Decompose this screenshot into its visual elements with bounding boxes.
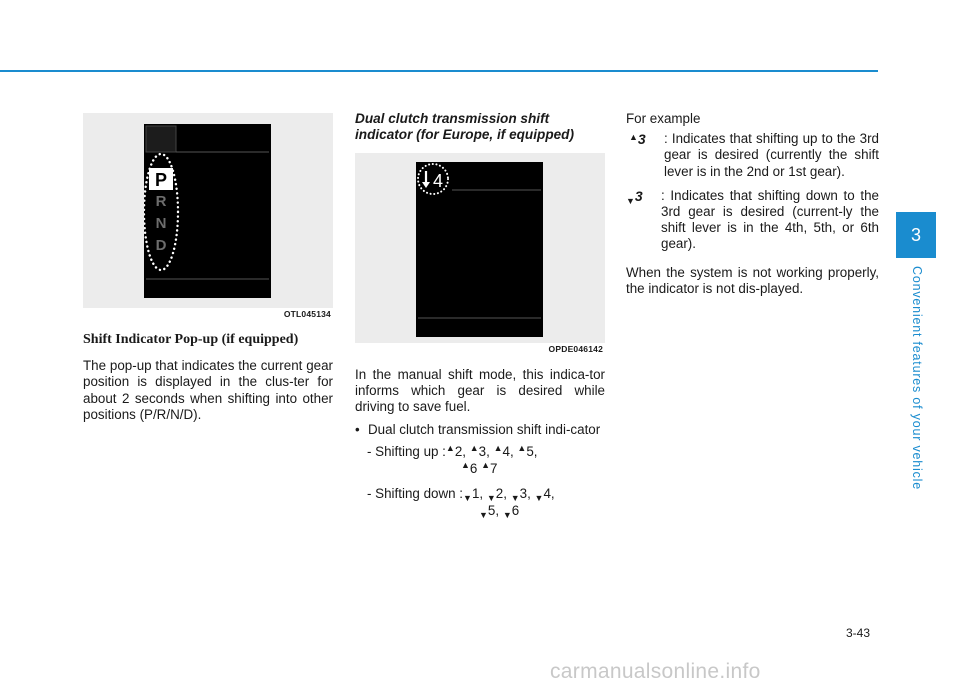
shifting-down-label: - Shifting down :	[367, 486, 464, 502]
dct-indicator-figure	[355, 153, 605, 354]
gear-value: 2	[454, 443, 463, 459]
gear-value: 3	[519, 486, 528, 502]
bullet-item	[355, 422, 605, 438]
gear-value: 1	[471, 486, 480, 502]
note-text: When the system is not working properly, the indicator is not dis-played.	[626, 264, 879, 296]
down-arrow-icon	[422, 182, 430, 188]
cluster-screen	[144, 124, 271, 298]
gear-value: 4	[502, 443, 510, 459]
down-triangle-icon: ▼	[463, 493, 472, 504]
up-triangle-icon: ▲	[469, 442, 479, 453]
body-text: The pop-up that indicates the current gear position is displayed in the clus-ter for about 2 seconds when shifting into other positions (P/R/N/D).	[83, 358, 333, 422]
gear-p: P	[154, 170, 168, 190]
example-down	[626, 188, 879, 253]
shift-popup-figure	[83, 113, 333, 319]
gear-r: R	[155, 193, 167, 210]
gear-value: 5	[487, 503, 496, 519]
shifting-up-line: - Shifting up :▲2, ▲3, ▲4, ▲5,	[367, 442, 538, 459]
shift-down-3-icon: $_▼$3	[626, 187, 643, 206]
top-rule	[0, 70, 878, 72]
example-up	[626, 131, 879, 180]
gear-value: 2	[495, 486, 504, 502]
section-heading-line2: indicator (for Europe, if equipped)	[355, 127, 575, 142]
shifting-down-line: - Shifting down $:_▼1$, $_▼$2, $_▼$3, $_▼$4,	[367, 486, 555, 504]
cluster-graphic	[144, 124, 271, 298]
gear-value: 6	[469, 461, 478, 477]
chapter-title: Convenient features of your vehicle	[910, 266, 924, 490]
gear-d: D	[155, 237, 167, 254]
figure-code: OTL045134	[283, 308, 331, 319]
gear-value: 5	[526, 443, 534, 459]
shifting-up-line-2	[355, 461, 605, 478]
bullet-text: Dual clutch transmission shift indi-cator	[368, 421, 601, 437]
gear-value: 7	[490, 461, 498, 477]
right-column	[626, 111, 879, 297]
dct-graphic	[416, 162, 543, 337]
example-up-text: : Indicates that shifting up to the 3rd gear is desired (currently the shift lever is in the 2nd or 1st gear).	[664, 131, 879, 179]
watermark: carmanualsonline.info	[550, 660, 761, 683]
figure-code: OPDE046142	[548, 343, 603, 354]
up-triangle-icon: ▲	[493, 442, 503, 453]
down-triangle-icon: ▼	[486, 493, 496, 504]
down-triangle-icon: ▼	[479, 510, 488, 521]
gear-value: 3	[478, 443, 487, 459]
intro-text: For example	[626, 111, 701, 126]
cluster-screen	[416, 162, 543, 337]
shift-up-3-icon: ▲3	[629, 131, 646, 148]
body-text: In the manual shift mode, this indica-tor informs which gear is desired while driving to save fuel.	[355, 367, 605, 415]
section-heading: Shift Indicator Pop-up (if equipped)	[83, 332, 299, 347]
down-triangle-icon: ▼	[534, 493, 544, 504]
middle-column	[355, 111, 605, 521]
top-box	[146, 126, 176, 152]
up-triangle-icon: ▲	[481, 460, 491, 471]
up-triangle-icon: ▲	[445, 442, 455, 453]
indicator-gear: 4	[432, 171, 444, 191]
left-column	[83, 113, 333, 423]
down-triangle-icon: ▼	[510, 493, 520, 504]
gear-value: 6	[511, 503, 520, 519]
shifting-up-label: - Shifting up :	[367, 443, 446, 459]
example-down-text: : Indicates that shifting down to the 3rd gear is desired (current-ly the shift lever is in the 4th, 5th, or 6th gear).	[661, 187, 879, 252]
example-up-gear: 3	[637, 131, 646, 148]
page-number: 3-43	[846, 626, 871, 640]
up-triangle-icon: ▲	[461, 460, 470, 471]
down-triangle-icon: ▼	[502, 510, 512, 521]
up-triangle-icon: ▲	[517, 442, 527, 453]
gear-value: 4	[543, 486, 551, 502]
section-heading-line1: Dual clutch transmission shift	[355, 111, 550, 126]
chapter-tab: 3	[896, 212, 936, 258]
example-down-gear: 3	[634, 187, 643, 204]
shifting-down-line-2: $_▼$5, $_▼$6	[479, 503, 520, 521]
gear-n: N	[155, 215, 167, 232]
